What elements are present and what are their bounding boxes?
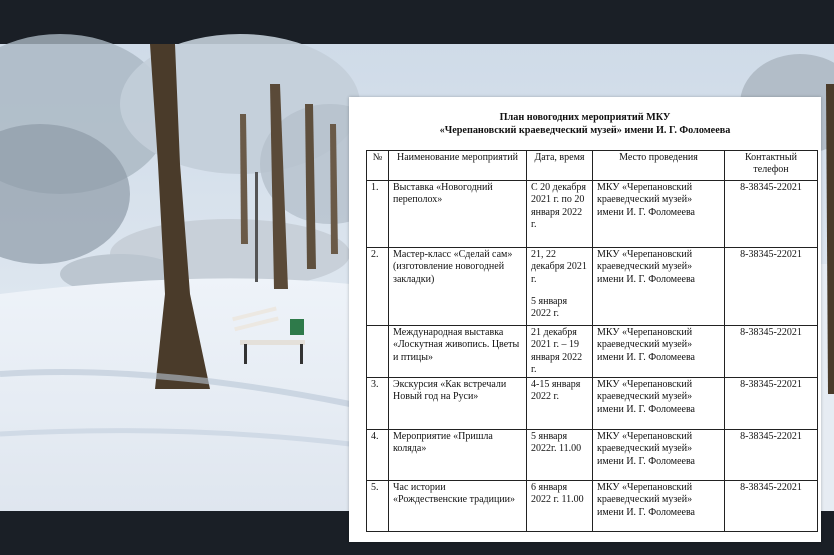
row-date-main: 4-15 января 2022 г. (531, 379, 581, 403)
table-row (367, 430, 818, 481)
row-venue: МКУ «Черепановский краеведческий музей» имени И. Г. Фоломеева (593, 481, 725, 532)
row-venue: МКУ «Черепановский краеведческий музей» имени И. Г. Фоломеева (593, 248, 725, 326)
header-venue: Место проведения (593, 151, 725, 181)
row-venue: МКУ «Черепановский краеведческий музей» имени И. Г. Фоломеева (593, 378, 725, 430)
table-row (367, 481, 818, 532)
row-phone: 8-38345-22021 (725, 430, 818, 481)
row-phone: 8-38345-22021 (725, 481, 818, 532)
row-event-name: Час истории «Рождественские традиции» (389, 481, 527, 532)
row-venue: МКУ «Черепановский краеведческий музей» имени И. Г. Фоломеева (593, 430, 725, 481)
row-number: 1. (367, 181, 389, 248)
row-date-main: С 20 декабря 2021 г. по 20 января 2022 г. (531, 182, 587, 230)
row-date-main: 21, 22 декабря 2021 г. (531, 249, 587, 285)
header-phone: Контактный телефон (725, 151, 818, 181)
row-date-main: 5 января 2022г. 11.00 (531, 431, 582, 455)
row-date-main: 21 декабря 2021 г. – 19 января 2022 г. (531, 327, 583, 375)
row-date (527, 326, 593, 378)
header-number: № (367, 151, 389, 181)
row-event-name: Выставка «Новогодний переполох» (389, 181, 527, 248)
row-date (527, 248, 593, 326)
header-date-time: Дата, время (527, 151, 593, 181)
table-row (367, 181, 818, 248)
row-venue: МКУ «Черепановский краеведческий музей» имени И. Г. Фоломеева (593, 181, 725, 248)
row-phone: 8-38345-22021 (725, 248, 818, 326)
row-phone: 8-38345-22021 (725, 326, 818, 378)
row-date (527, 378, 593, 430)
table-row (367, 326, 818, 378)
row-date-gap (531, 286, 588, 296)
document-title (349, 111, 821, 137)
events-table (366, 150, 818, 532)
header-event-name: Наименование мероприятий (389, 151, 527, 181)
row-date (527, 430, 593, 481)
row-date (527, 181, 593, 248)
row-date (527, 481, 593, 532)
row-number: 5. (367, 481, 389, 532)
screen-frame (0, 44, 834, 518)
row-event-name: Мероприятие «Пришла коляда» (389, 430, 527, 481)
event-plan-document (349, 97, 821, 542)
row-number (367, 326, 389, 378)
table-row (367, 378, 818, 430)
row-event-name: Мастер-класс «Сделай сам» (изготовление новогодней закладки) (389, 248, 527, 326)
row-venue: МКУ «Черепановский краеведческий музей» имени И. Г. Фоломеева (593, 326, 725, 378)
row-number: 2. (367, 248, 389, 326)
row-date-main: 6 января 2022 г. 11.00 (531, 482, 584, 506)
table-row (367, 248, 818, 326)
table-header-row (367, 151, 818, 181)
row-date-extra: 5 января 2022 г. (531, 295, 568, 320)
row-event-name: Экскурсия «Как встречали Новый год на Руси» (389, 378, 527, 430)
row-phone: 8-38345-22021 (725, 181, 818, 248)
row-phone: 8-38345-22021 (725, 378, 818, 430)
document-title-line1: План новогодних мероприятий МКУ (499, 112, 671, 123)
row-event-name: Международная выставка «Лоскутная живопись. Цветы и птицы» (389, 326, 527, 378)
document-title-line2: «Черепановский краеведческий музей» имени И. Г. Фоломеева (439, 125, 731, 136)
row-number: 3. (367, 378, 389, 430)
row-number: 4. (367, 430, 389, 481)
